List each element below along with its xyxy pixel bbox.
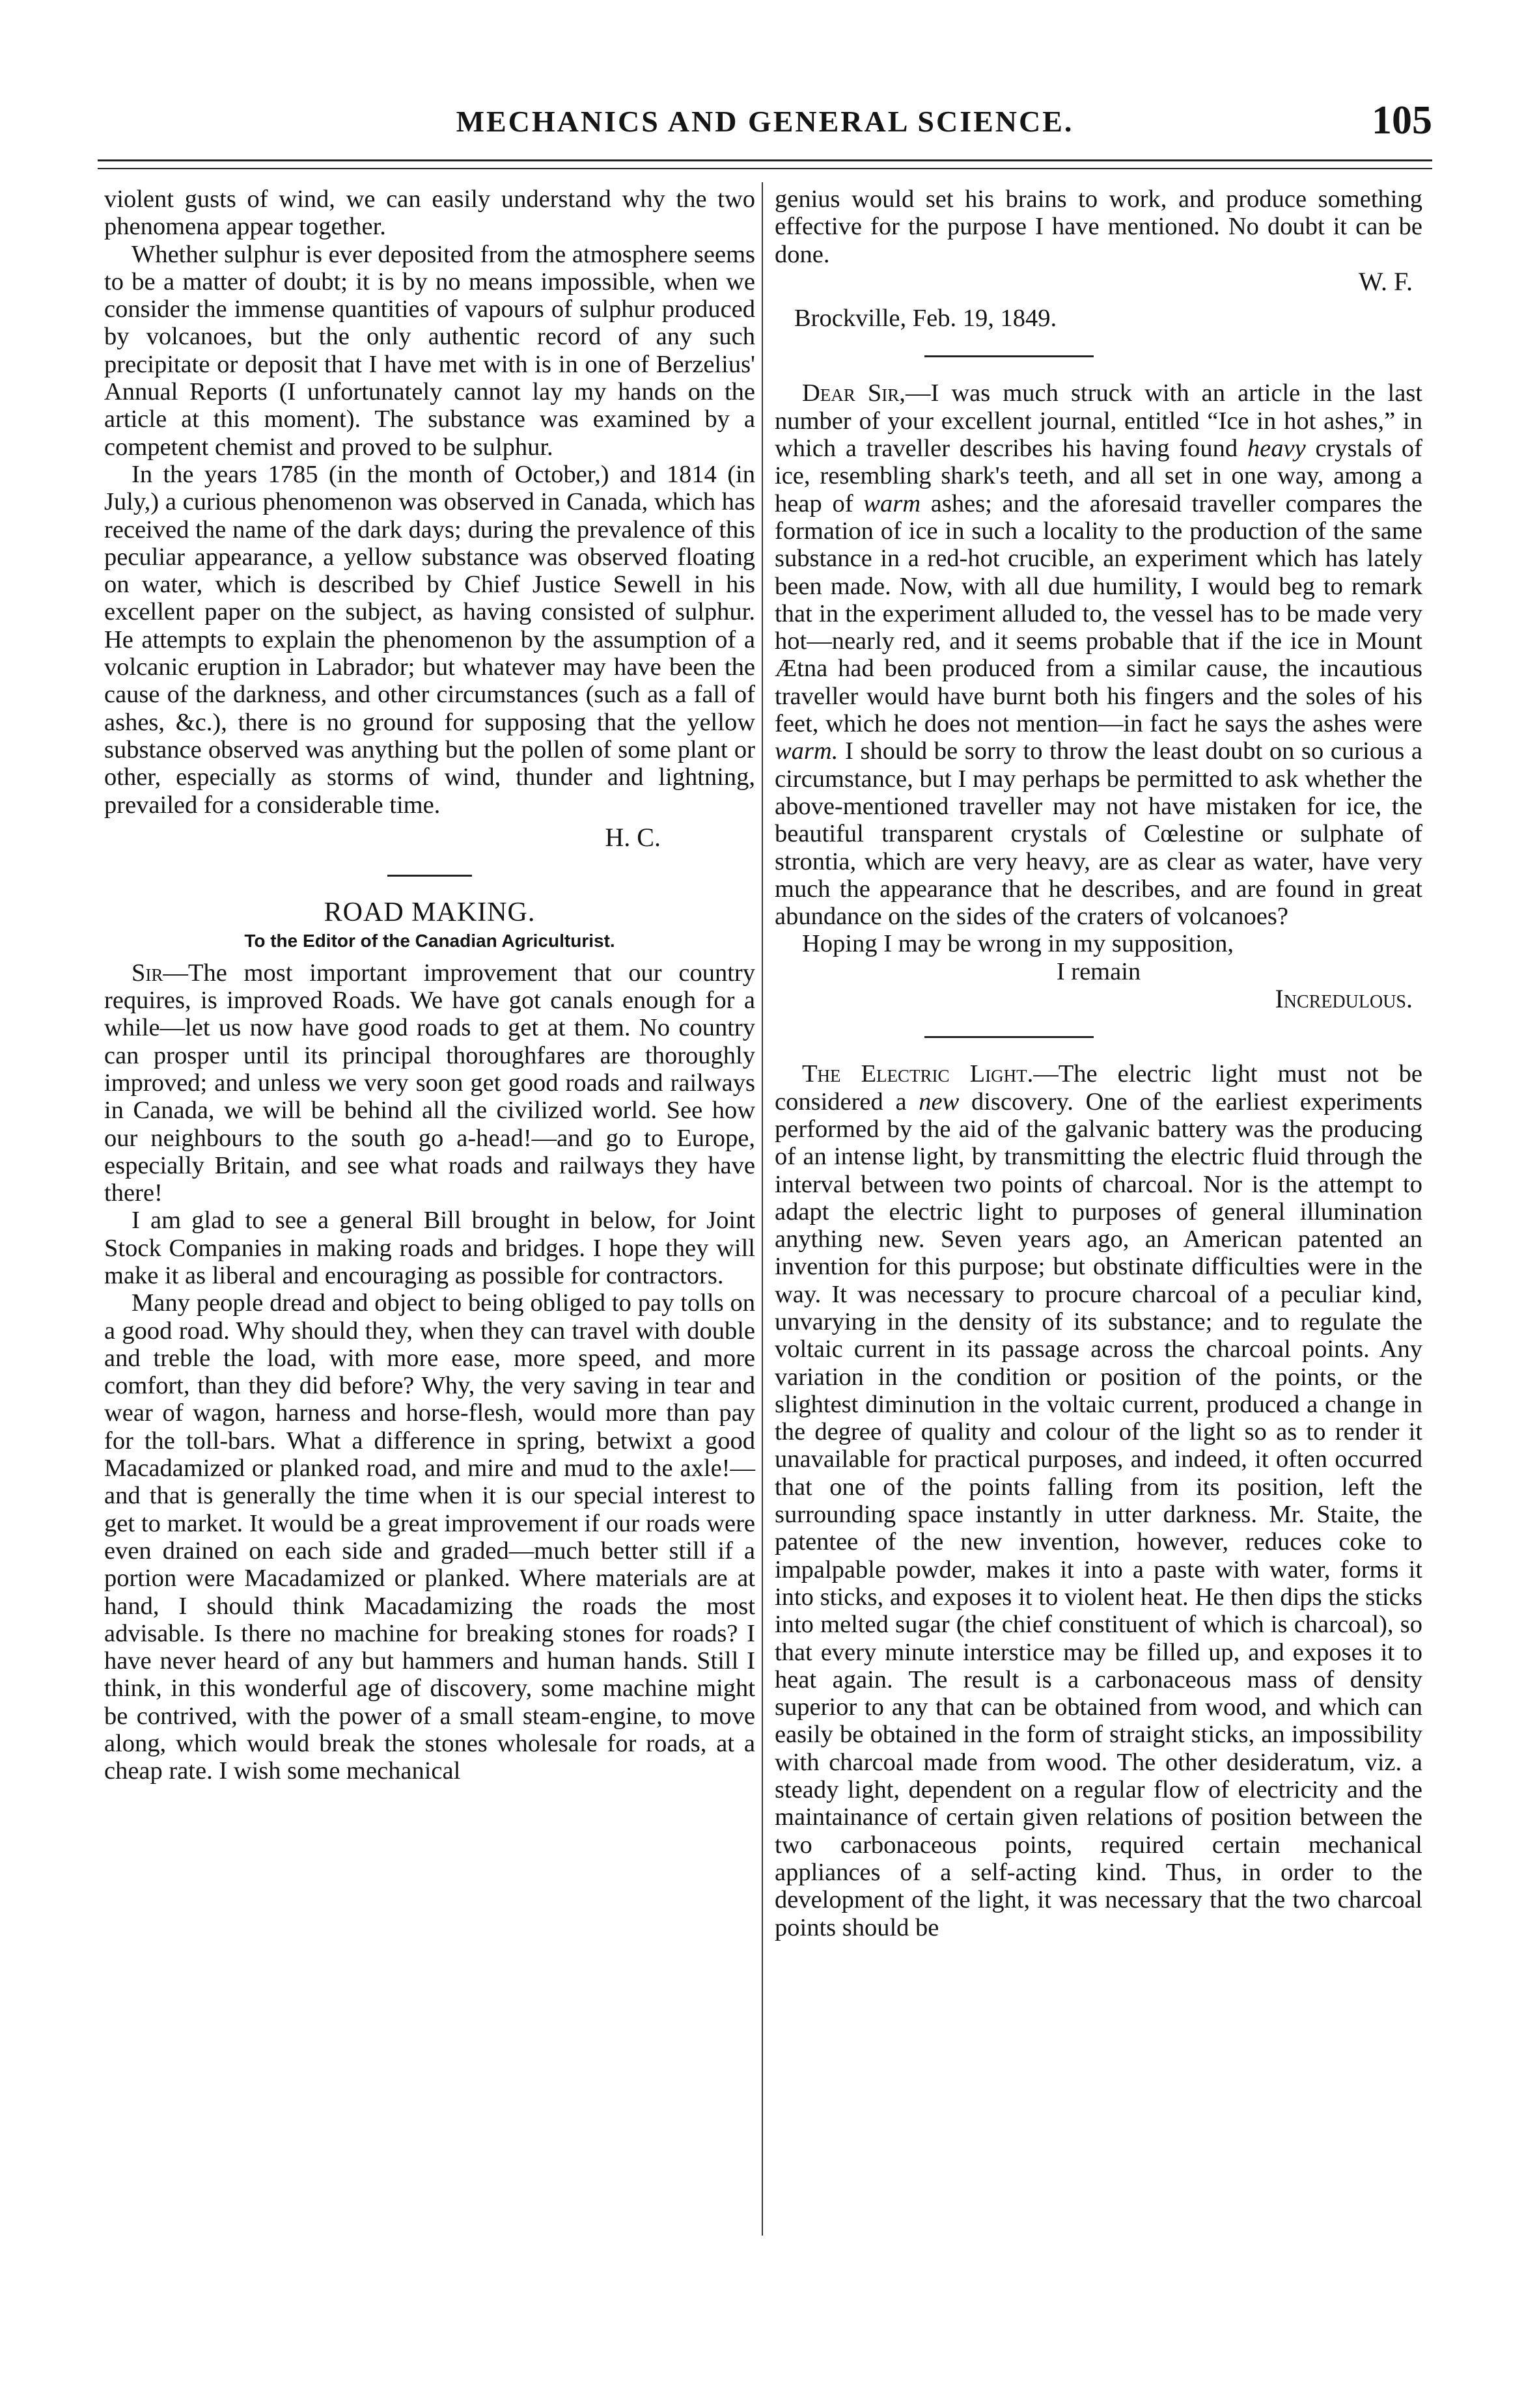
paragraph-text: discovery. One of the earliest experiments performed by the aid of the galvanic battery was the producing of an intense light, by transmitting the electric fluid through the interval between two points of charcoal. Nor is the attempt to adapt the electric light to purposes of general illumination anything new. Seven years ago, an American patented an invention for this purpose; but obstinate difficulties were in the way. It was necessary to procure charcoal of a peculiar kind, unvarying in the density of its substance; and to regulate the voltaic current in its passage across the charcoal points. Any variation in the condition or position of the points, or the slightest diminution in the voltaic current, produced a change in the degree of quality and colour of the light so as to render it unavailable for practical purposes, and indeed, it often occurred that one of the points falling from its position, left the surrounding space instantly in utter darkness. Mr. Staite, the patentee of the new invention, however, reduces coke to impalpable powder, makes it into a paste with water, forms it into sticks, and exposes it to violent heat. He then dips the sticks into melted sugar (the chief constituent of which is charcoal), so that every minute interstice may be filled up, and exposes it to heat again. The result is a carbonaceous mass of density superior to any that can be obtained from wood, and which can easily be obtained in the form of straight sticks, an impossibility with charcoal made from wood. The other desideratum, viz. a steady light, dependent on a regular flow of electricity and the maintainance of certain given relations of position between the two carbonaceous points, required certain mechanical appliances of a self-acting kind. Thus, in order to the development of the light, it was necessary that the two charcoal points should be (775, 1088, 1422, 1941)
paragraph: violent gusts of wind, we can easily understand why the two phenomena appear together. (104, 185, 755, 241)
header-rule (98, 159, 1432, 161)
page-number: 105 (1372, 98, 1432, 143)
header-rule-thin (98, 168, 1432, 169)
section-divider (924, 355, 1094, 357)
emphasis: warm (863, 489, 921, 517)
signature: H. C. (605, 822, 661, 852)
article-subtitle: To the Editor of the Canadian Agriculturist. (244, 931, 615, 951)
emphasis: new (919, 1088, 960, 1115)
emphasis: heavy (1247, 435, 1306, 463)
paragraph: I am glad to see a general Bill brought in below, for Joint Stock Companies in making roads and bridges. I hope they will make it as liberal and encouraging as possible for contractors. (104, 1207, 755, 1289)
paragraph: Whether sulphur is ever deposited from the atmosphere seems to be a matter of doubt; it is by no means impossible, when we consider the immense quantities of vapours of sulphur produced by volcanoes, but the only authentic record of any such precipitate or deposit that I have met with is in one of Berzelius' Annual Reports (I unfortunately cannot lay my hands on the article at this moment). The substance was examined by a competent chemist and proved to be sulphur. (104, 240, 755, 461)
paragraph (775, 379, 1422, 930)
salutation: Dear Sir, (802, 379, 906, 407)
section-divider (387, 875, 472, 877)
paragraph-text: —The most important improvement that our country requires, is improved Roads. We have got canals enough for a while—let us now have good roads to get at them. No country can prosper until its principal thoroughfares are thoroughly improved; and unless we very soon get good roads and railways in Canada, we will be behind all the civilized world. See how our neighbours to the south go a-head!—and go to Europe, especially Britain, and see what roads and railways they have there! (104, 959, 755, 1207)
paragraph (104, 959, 755, 1207)
page-header (98, 98, 1432, 146)
paragraph-text: I should be sorry to throw the least doubt on so curious a circumstance, but I may perhaps be permitted to ask whether the above-mentioned traveller may not have mistaken for ice, the beautiful transparent crystals of Cœlestine or sulphate of strontia, which are very heavy, are as clear as water, have very much the appearance that he describes, and are found in great abundance on the sides of the craters of volcanoes? (775, 737, 1422, 931)
closing: I remain (1056, 957, 1141, 985)
paragraph: In the years 1785 (in the month of October,) and 1814 (in July,) a curious phenomenon was observed in Canada, which has received the name of the dark days; during the prevalence of this peculiar appearance, a yellow substance was observed floating on water, which is described by Chief Justice Sewell in his excellent paper on the subject, as having consisted of sulphur. He attempts to explain the phenomenon by the assumption of a volcanic eruption in Labrador; but whatever may have been the cause of the darkness, and other circumstances (such as a fall of ashes, &c.), there is no ground for supposing that the yellow substance observed was anything but the pollen of some plant or other, especially as storms of wind, thunder and lightning, prevailed for a considerable time. (104, 460, 755, 819)
paragraph: Hoping I may be wrong in my supposition, (802, 930, 1234, 958)
section-divider (924, 1036, 1094, 1038)
signature: Incredulous. (1275, 984, 1413, 1014)
paragraph: Many people dread and object to being obliged to pay tolls on a good road. Why should they, when they can travel with double and treble the load, with more ease, more speed, and more comfort, than they did before? Why, the very saving in tear and wear of wagon, harness and horse-flesh, would more than pay for the toll-bars. What a difference in spring, betwixt a good Macadamized or planked road, and mire and mud to the axle!—and that is generally the time when it is our special interest to get to market. It would be a great improvement if our roads were even drained on each side and graded—much better still if a portion were Macadamized or planked. Where materials are at hand, I should think Macadamizing the roads the most advisable. Is there no machine for breaking stones for roads? I have never heard of any but hammers and human hands. Still I think, in this wonderful age of discovery, some machine might be contrived, with the power of a small steam-engine, to move along, which would break the stones wholesale for roads, at a cheap rate. I wish some mechanical (104, 1289, 755, 1785)
salutation: Sir (132, 959, 163, 987)
signature: W. F. (1358, 266, 1413, 296)
article-title: ROAD MAKING. (324, 897, 536, 928)
article-lead: The Electric Light. (802, 1060, 1034, 1088)
paragraph-text: —The electric light must not be considered a (775, 1060, 1422, 1115)
dateline: Brockville, Feb. 19, 1849. (794, 305, 1057, 333)
paragraph: genius would set his brains to work, and produce something effective for the purpose I have mentioned. No doubt it can be done. (775, 185, 1422, 268)
column-divider (762, 182, 763, 2236)
paragraph-text: —I was much struck with an article in the last number of your excellent journal, entitled “Ice in hot ashes,” in which a traveller describes his having found (775, 379, 1422, 463)
left-column (104, 185, 755, 2236)
paragraph (775, 1060, 1422, 1941)
right-column (775, 185, 1422, 2236)
paragraph-text: ashes; and the aforesaid traveller compares the formation of ice in such a locality to the production of the same substance in a red-hot crucible, an experiment which has lately been made. Now, with all due humility, I would beg to remark that in the experiment alluded to, the vessel has to be made very hot—nearly red, and it seems probable that if the ice in Mount Ætna had been produced from a similar cause, the incautious traveller would have burnt both his fingers and the soles of his feet, which he does not mention—in fact he says the ashes were (775, 489, 1423, 738)
running-head: MECHANICS AND GENERAL SCIENCE. (456, 105, 1074, 138)
paragraph-text: crystals of ice, resembling shark's teeth, and all set in one way, among a heap of (775, 435, 1422, 517)
emphasis: warm. (775, 737, 838, 765)
